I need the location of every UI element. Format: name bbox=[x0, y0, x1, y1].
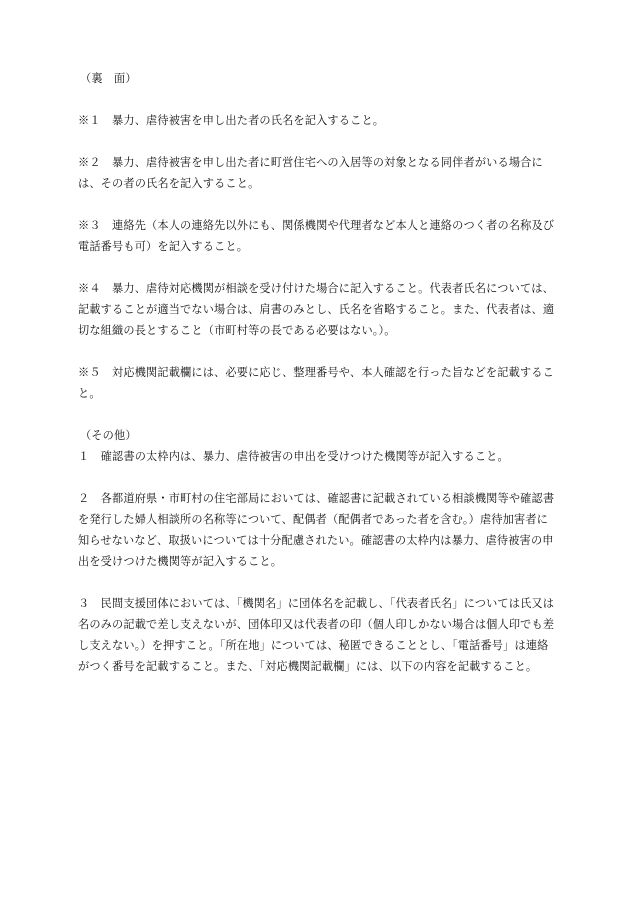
note-3: ※３ 連絡先（本人の連絡先以外にも、関係機関や代理者など本人と連絡のつく者の名称及び電話番号も可）を記入すること。 bbox=[78, 219, 555, 253]
other-item-1: １ 確認書の太枠内は、暴力、虐待被害の申出を受けつけた機関等が記入すること。 bbox=[78, 450, 509, 463]
note-5: ※５ 対応機関記載欄には、必要に応じ、整理番号や、本人確認を行った旨などを記載すること。 bbox=[78, 366, 554, 400]
other-item-3: ３ 民間支援団体においては、「機関名」に団体名を記載し、「代表者氏名」については氏又は名のみの記載で差し支えないが、団体印又は代表者の印（個人印しかない場合は個人印でも差し支えない。）を押すこと。「所在地」については、秘匿できることとし、「電話番号」は連絡がつく番号を記載すること。また、「対応機関記載欄」には、以下の内容を記載すること。 bbox=[78, 597, 555, 673]
note-4: ※４ 暴力、虐待対応機関が相談を受け付けた場合に記入すること。代表者氏名については、記載することが適当でない場合は、肩書のみとし、氏名を省略すること。また、代表者は、適切な組織の長とすること（市町村等の長である必要はない。）。 bbox=[78, 282, 555, 337]
other-heading: （その他） bbox=[80, 429, 137, 442]
document-body bbox=[78, 68, 558, 677]
back-side-heading: （裏 面） bbox=[80, 72, 137, 85]
note-2: ※２ 暴力、虐待被害を申し出た者に町営住宅への入居等の対象となる同伴者がいる場合には、その者の氏名を記入すること。 bbox=[78, 156, 543, 190]
note-1: ※１ 暴力、虐待被害を申し出た者の氏名を記入すること。 bbox=[78, 114, 385, 127]
other-item-2: ２ 各都道府県・市町村の住宅部局においては、確認書に記載されている相談機関等や確認書を発行した婦人相談所の名称等について、配偶者（配偶者であった者を含む。）虐待加害者に知らせないなど、取扱いについては十分配慮されたい。確認書の太枠内は暴力、虐待被害の申出を受けつけた機関等が記入すること。 bbox=[78, 492, 555, 568]
